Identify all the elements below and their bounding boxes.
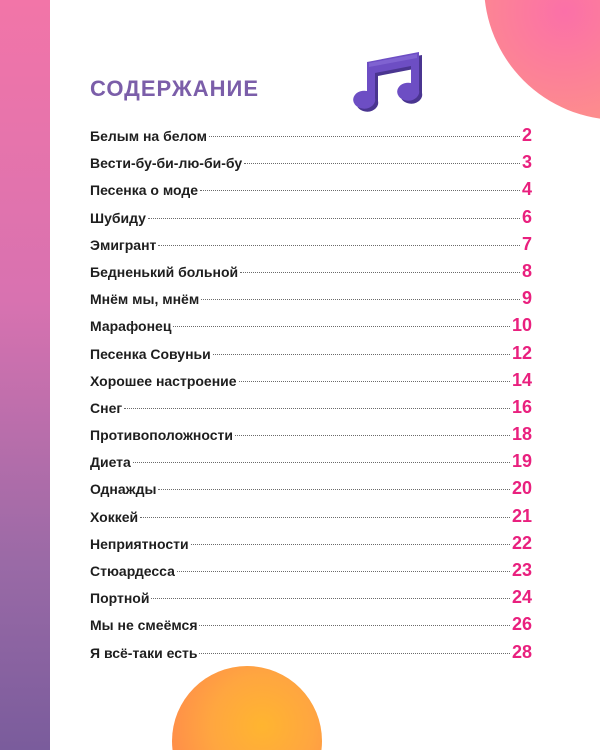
- toc-dot-leader: [148, 218, 520, 219]
- top-right-decor-circle: [484, 0, 600, 120]
- toc-entry[interactable]: [90, 397, 532, 424]
- toc-entry[interactable]: [90, 370, 532, 397]
- toc-entry[interactable]: [90, 424, 532, 451]
- toc-entry-page-number: 3: [521, 152, 532, 173]
- toc-entry-title: Марафонец: [90, 318, 172, 335]
- toc-dot-leader: [200, 190, 520, 191]
- toc-dot-leader: [199, 653, 510, 654]
- toc-entry-title: Шубиду: [90, 209, 146, 226]
- toc-entry[interactable]: [90, 343, 532, 370]
- toc-entry-title: Снег: [90, 399, 123, 416]
- toc-entry-page-number: 4: [521, 179, 532, 200]
- toc-entry-title: Бедненький больной: [90, 263, 239, 280]
- toc-entry[interactable]: [90, 614, 532, 641]
- toc-entry-page-number: 28: [511, 641, 532, 662]
- toc-entry-page-number: 21: [511, 505, 532, 526]
- toc-entry[interactable]: [90, 207, 532, 234]
- bottom-decor-circle: [172, 666, 322, 750]
- toc-entry[interactable]: [90, 642, 532, 669]
- toc-entry-page-number: 16: [511, 396, 532, 417]
- music-note-icon: [345, 50, 435, 112]
- toc-entry-page-number: 2: [521, 125, 532, 145]
- toc-entry-page-number: 10: [511, 315, 532, 336]
- toc-entry-title: Эмигрант: [90, 236, 157, 253]
- toc-entry-page-number: 19: [511, 451, 532, 472]
- toc-entry-page-number: 18: [511, 424, 532, 445]
- toc-entry[interactable]: [90, 451, 532, 478]
- toc-entry-title: Песенка о моде: [90, 182, 199, 199]
- toc-dot-leader: [173, 326, 510, 327]
- toc-entry-title: Диета: [90, 454, 131, 471]
- toc-entry[interactable]: [90, 234, 532, 261]
- toc-entry-page-number: 14: [511, 369, 532, 390]
- toc-entry-page-number: 24: [511, 587, 532, 608]
- toc-entry[interactable]: [90, 288, 532, 315]
- toc-dot-leader: [191, 544, 510, 545]
- toc-entry[interactable]: [90, 179, 532, 206]
- toc-dot-leader: [235, 435, 510, 436]
- toc-entry-page-number: 7: [521, 233, 532, 254]
- toc-dot-leader: [201, 299, 520, 300]
- toc-entry-title: Портной: [90, 590, 150, 607]
- toc-entry[interactable]: [90, 261, 532, 288]
- toc-dot-leader: [244, 163, 520, 164]
- toc-dot-leader: [239, 381, 510, 382]
- page-title: СОДЕРЖАНИЕ: [90, 76, 260, 101]
- toc-dot-leader: [158, 489, 510, 490]
- toc-dot-leader: [158, 245, 520, 246]
- toc-entry[interactable]: [90, 560, 532, 587]
- toc-entry[interactable]: [90, 587, 532, 614]
- toc-entry-page-number: 22: [511, 532, 532, 553]
- toc-entry-title: Вести-бу-би-лю-би-бу: [90, 155, 243, 172]
- toc-entry-title: Мы не смеёмся: [90, 617, 198, 634]
- toc-entry-title: Противоположности: [90, 427, 233, 444]
- toc-entry-title: Стюардесса: [90, 563, 175, 579]
- toc-entry[interactable]: [90, 506, 532, 533]
- toc-entry-page-number: 6: [521, 206, 532, 227]
- toc-dot-leader: [213, 354, 510, 355]
- toc-dot-leader: [199, 625, 509, 626]
- toc-entry-title: Белым на белом: [90, 128, 207, 144]
- toc-entry-page-number: 8: [521, 260, 532, 281]
- toc-entry[interactable]: [90, 152, 532, 179]
- left-gradient-bar: [0, 0, 50, 750]
- toc-entry[interactable]: [90, 125, 532, 152]
- toc-entry-title: Хорошее настроение: [90, 372, 237, 389]
- toc-entry-title: Неприятности: [90, 535, 189, 552]
- toc-dot-leader: [133, 462, 510, 463]
- toc-dot-leader: [240, 272, 520, 273]
- toc-dot-leader: [151, 598, 510, 599]
- toc-entry-title: Однажды: [90, 481, 157, 498]
- toc-entry-title: Хоккей: [90, 508, 139, 525]
- toc-entry-page-number: 26: [511, 614, 532, 635]
- toc-entry[interactable]: [90, 315, 532, 342]
- toc-entry-page-number: 9: [521, 288, 532, 309]
- toc-entry[interactable]: [90, 533, 532, 560]
- toc-entry-page-number: 23: [511, 560, 532, 580]
- toc-dot-leader: [177, 571, 510, 572]
- toc-dot-leader: [209, 136, 520, 137]
- toc-entry[interactable]: [90, 478, 532, 505]
- toc-entry-title: Мнём мы, мнём: [90, 291, 200, 308]
- toc-entry-page-number: 12: [511, 342, 532, 363]
- toc-entry-page-number: 20: [511, 478, 532, 499]
- toc-dot-leader: [124, 408, 510, 409]
- toc-entry-title: Я всё-таки есть: [90, 644, 198, 661]
- table-of-contents: [90, 125, 532, 669]
- toc-entry-title: Песенка Совуньи: [90, 345, 211, 362]
- toc-dot-leader: [140, 517, 510, 518]
